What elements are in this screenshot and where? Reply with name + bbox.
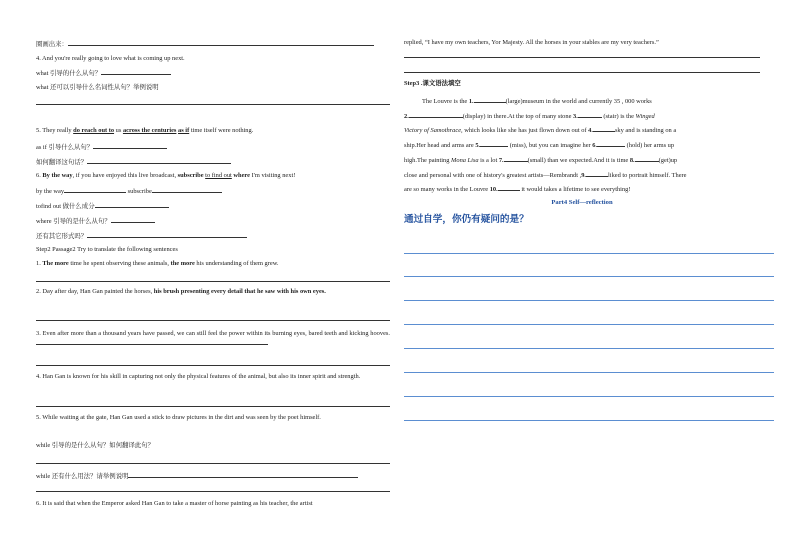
answer-line[interactable] — [36, 406, 390, 407]
reflection-line[interactable] — [404, 253, 774, 254]
passage-line-5: high.The painting Mona Lisa is a lot 7. (small) than we expected.And it is time 8. (get)up — [404, 157, 678, 164]
blank-8[interactable] — [635, 155, 659, 162]
blank-9[interactable] — [586, 170, 608, 177]
q6-bytheway-line: by the way subscribe — [36, 186, 222, 196]
step3-heading: Step3 .课文语法填空 — [404, 80, 461, 87]
answer-line[interactable] — [36, 365, 390, 366]
answer-blank[interactable] — [128, 471, 358, 478]
answer-line[interactable] — [36, 491, 390, 492]
reflection-line[interactable] — [404, 348, 774, 349]
answer-line[interactable] — [36, 281, 390, 282]
q6-tofindout-question: tofind out 做什么成分 — [36, 201, 169, 211]
step2-heading: Step2 Passage2 Try to translate the following sentences — [36, 246, 178, 253]
answer-blank[interactable] — [36, 338, 268, 345]
answer-blank[interactable] — [111, 216, 155, 223]
blank-6[interactable] — [597, 140, 625, 147]
passage-line-3: Victory of Samothrace, which looks like she has just flown down out of 4. sky and is standing on a — [404, 127, 677, 134]
q4-sentence: 4. And you're really going to love what is coming up next. — [36, 55, 185, 62]
answer-blank[interactable] — [87, 231, 247, 238]
s5-while-question: while 引导的是什么从句？如何翻译此句？ — [36, 442, 155, 449]
top-label: 圈画出来： — [36, 39, 374, 49]
phrase-reach-out-to: do reach out to — [73, 127, 115, 134]
q6-other-question: 还有其它形式吗？ — [36, 231, 247, 241]
q5-translate-question: 如何翻译这句话？ — [36, 157, 231, 167]
answer-blank[interactable] — [64, 186, 126, 193]
blank-4[interactable] — [593, 125, 615, 132]
sentence-6: 6. It is said that when the Emperor asked Han Gan to take a master of horse painting as his teacher, the artist — [36, 500, 313, 507]
q4-what-question: what 引导的什么从句？ — [36, 68, 171, 78]
passage-line-2: 2. (display) in there.At the top of many stone 3. (stair) is the Winged — [404, 113, 655, 120]
reflection-line[interactable] — [404, 300, 774, 301]
answer-blank[interactable] — [87, 157, 231, 164]
passage-line-7: are so many works in the Louvre 10. it would takes a lifetime to see everything! — [404, 186, 631, 193]
sentence-2: 2. Day after day, Han Gan painted the horses, his brush presenting every detail that he saw with his own eyes. — [36, 288, 326, 295]
part4-title: Part4 Self—reflection — [551, 199, 613, 206]
sentence-6-continued: replied, “I have my own teachers, Yor Majesty. All the horses in your stables are my very teachers.” — [404, 39, 659, 46]
blank-5[interactable] — [480, 140, 508, 147]
sentence-4: 4. Han Gan is known for his skill in capturing not only the physical features of the animal, but also its inner spirit and strength. — [36, 373, 361, 380]
passage-line-1: The Louvre is the 1. (large)museum in the world and currently 35 , 000 works — [422, 98, 652, 105]
answer-blank[interactable] — [152, 186, 222, 193]
s5-while-usage-question: while 还有什么用法？请举例说明 — [36, 471, 358, 481]
q5-asif-question: as if 引导什么从句？ — [36, 142, 167, 152]
answer-line[interactable] — [36, 463, 390, 464]
phrase-across-the-centuries: across the centuries — [122, 127, 177, 134]
answer-line[interactable] — [404, 72, 760, 73]
answer-blank[interactable] — [93, 142, 167, 149]
passage-line-4: ship.Her head and arms are 5. (miss), but you can imagine her 6. (hold) her arms up — [404, 142, 675, 149]
phrase-as-if: as if — [178, 127, 190, 134]
sentence-1: 1. The more time he spent observing these animals, the more his understanding of them grew. — [36, 260, 279, 267]
answer-blank[interactable] — [101, 68, 171, 75]
sentence-3: 3. Even after more than a thousand years have passed, we can still feel the power within its burning eyes, bared teeth and kicking hooves. — [36, 330, 390, 348]
reflection-line[interactable] — [404, 372, 774, 373]
reflection-line[interactable] — [404, 276, 774, 277]
blank-7[interactable] — [504, 155, 528, 162]
answer-line[interactable] — [36, 320, 390, 321]
blank-3[interactable] — [578, 111, 602, 118]
sentence-5: 5. While waiting at the gate, Han Gan used a stick to draw pictures in the dirt and was seen by the poet himself. — [36, 414, 321, 421]
reflection-line[interactable] — [404, 324, 774, 325]
passage-line-6: close and personal with one of history's greatest artists—Rembrandt ,9. liked to portrait himself. There — [404, 172, 687, 179]
q6-sentence: 6. By the way, if you have enjoyed this live broadcast, subscribe to find out where I'm visiting next! — [36, 172, 296, 179]
self-reflection-question: 通过自学，你仍有疑问的是？ — [404, 214, 529, 225]
blank-1[interactable] — [474, 96, 506, 103]
blank-2[interactable] — [409, 111, 463, 118]
answer-line[interactable] — [36, 104, 390, 105]
answer-blank[interactable] — [95, 201, 169, 208]
reflection-line[interactable] — [404, 420, 774, 421]
blank-10[interactable] — [498, 184, 520, 191]
q4-nominal-question: what 还可以引导什么名词性从句？举例说明 — [36, 84, 159, 91]
answer-blank[interactable] — [68, 39, 374, 46]
q6-where-question: where 引导的是什么从句？ — [36, 216, 155, 226]
answer-line[interactable] — [404, 57, 760, 58]
q5-sentence: 5. They really do reach out to us across the centuries as if time itself were nothing. — [36, 127, 254, 134]
reflection-line[interactable] — [404, 396, 774, 397]
